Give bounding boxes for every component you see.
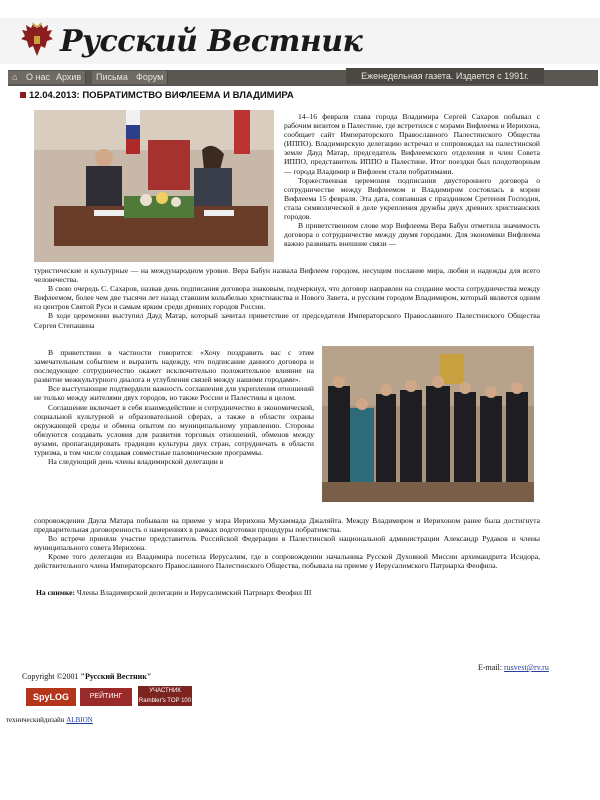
nav-item-letters[interactable]: Письма	[92, 71, 133, 84]
paragraph: В свою очередь С. Сахаров, назвав день подписания договора знаковым, подчеркнул, что договор направлен на создание моста сотрудничества между Вифлеемом, более чем две тысячи лет назад ставшим колыбелью христианства и Нового Завета, и русским городом Владимиром, который является одним из центров Святой Руси и самым ярким среди древних городов России.	[34, 284, 540, 312]
paragraph: В ходе церемонии выступил Дауд Матар, который зачитал приветствие от председателя Императорского Православного Палестинского Общества Сергея Степашина	[34, 311, 540, 330]
paragraph: В приветствии в частности говорится: «Хочу поздравить вас с этим замечательным событием и выразить надежду, что подписание данного договора и последующее сотрудничество окажет исключительно положительное влияние на развитие межкультурного диалога и углубления связей между нашими городами».	[34, 348, 314, 385]
paragraph: Соглашение включает в себя взаимодействие и сотрудничество в экономической, социальной культурной и образовательной сферах, а также в области охраны окружающей среды и обмена опытом по муниципальному управлению. Стороны обязуются создавать условия для развития торговых отношений, обменов между вузами, пропагандировать традиции культуры двух стран, сотрудничать в области туризма, в том числе создавая совместные паломнические программы.	[34, 402, 314, 458]
designer-credit	[6, 716, 93, 724]
paragraph: Все выступающие подтвердили важность соглашения для укрепления отношений не только между жителями двух городов, но также России и Палестины в целом.	[34, 384, 314, 403]
paragraph: Торжественная церемония подписания двустороннего договора о сотрудничестве между Вифлеемом и Владимиром состоялась в мэрии Вифлеема 15 февраля. Эта дата, совпавшая с праздником Сретения Господня, стала символической в деле укрепления дружбы двух древних христианских городов.	[284, 175, 540, 222]
nav-item-about[interactable]: О нас	[22, 71, 55, 84]
signing-ceremony-photo	[34, 110, 274, 262]
paragraph: Кроме того делегация из Владимира посетила Иерусалим, где в сопровождении начальника Русской Духовной Миссии архимандрита Исидора, действительного члена Императорского Православного Палестинского Общества, побывала на приеме у Иерусалимского Патриарха Феофила.	[34, 552, 540, 571]
email-line	[478, 663, 549, 672]
copyright-name: "Русский Вестник"	[80, 672, 152, 681]
article-column-left	[34, 348, 314, 466]
article-title	[20, 90, 294, 101]
rambler-top100-badge[interactable]: УЧАСТНИК Rambler's TOP 100	[138, 688, 192, 704]
article-body-bottom	[34, 516, 540, 571]
caption-label: На снимке:	[36, 588, 75, 597]
home-icon[interactable]: ⌂	[8, 71, 23, 84]
copyright-prefix: Copyright ©2001	[22, 672, 81, 681]
article-column-right	[284, 112, 540, 248]
double-headed-eagle-icon	[20, 22, 54, 62]
email-label: E-mail:	[478, 663, 504, 672]
site-title[interactable]: Русский Вестник	[60, 24, 363, 59]
slogan: Еженедельная газета. Издается с 1991г.	[346, 68, 544, 84]
spylog-badge[interactable]: SpyLOG	[26, 688, 76, 706]
paragraph: Во встрече приняли участие представитель Российской Федерации в Палестинской национальной администрации Александр Рудаков и члены муниципального совета Иерихона.	[34, 534, 540, 553]
paragraph: На следующий день члены владимирской делегации в	[48, 457, 224, 467]
paragraph: 14–16 февраля глава города Владимира Сергей Сахаров побывал с рабочим визитом в Палестине, где встретился с мэрами Вифлеема и Иерихона, сообщает сайт Императорского Православного Палестинского Общества (ИППО). Владимирскую делегацию встречал и сопровождал на палестинской земле Дауд Матар, председатель Вифлеемского отделения и член Совета ИППО, представитель ИППО в Палестине. Итог поездки был плодотворным — города Владимир и Вифлеем стали побратимами.	[284, 112, 540, 176]
rating-badge[interactable]: РЕЙТИНГ	[80, 688, 132, 706]
bullet-icon	[20, 92, 26, 98]
designer-label: техническийдизайн	[6, 716, 67, 724]
caption-text: Члены Владимирской делегации и Иерусалимский Патриарх Феофил III	[74, 588, 312, 597]
paragraph: сопровождении Даула Матара побывали на приеме у мэра Иерихона Мухаммада Джаляйта. Между Владимиром и Иерихоном ранее была достигнута предварительная договоренность о намерениях в рамках подготовки процедуры побратимства.	[34, 516, 540, 535]
delegation-group-photo	[322, 346, 534, 502]
paragraph: туристические и культурные — на международном уровне. Вера Бабун назвала Вифлеем городом, несущим послание мира, любви и надежды для всего человечества.	[34, 266, 540, 285]
copyright	[22, 672, 151, 681]
designer-link[interactable]: ALBION	[66, 716, 93, 724]
nav-item-forum[interactable]: Форум	[132, 71, 168, 84]
email-link[interactable]: rusvest@rv.ru	[504, 663, 549, 672]
article-body-wide	[34, 266, 540, 330]
article-title-text: 12.04.2013: ПОБРАТИМСТВО ВИФЛЕЕМА И ВЛАДИМИРА	[29, 90, 294, 101]
nav-item-archive[interactable]: Архив	[52, 71, 86, 84]
photo-caption	[36, 588, 311, 597]
paragraph: В приветственном слове мэр Вифлеема Вера Бабун отметила значимость договора о сотрудничестве между двумя городами. Для экономики Вифлеема важно развивать внешние связи —	[284, 221, 540, 249]
